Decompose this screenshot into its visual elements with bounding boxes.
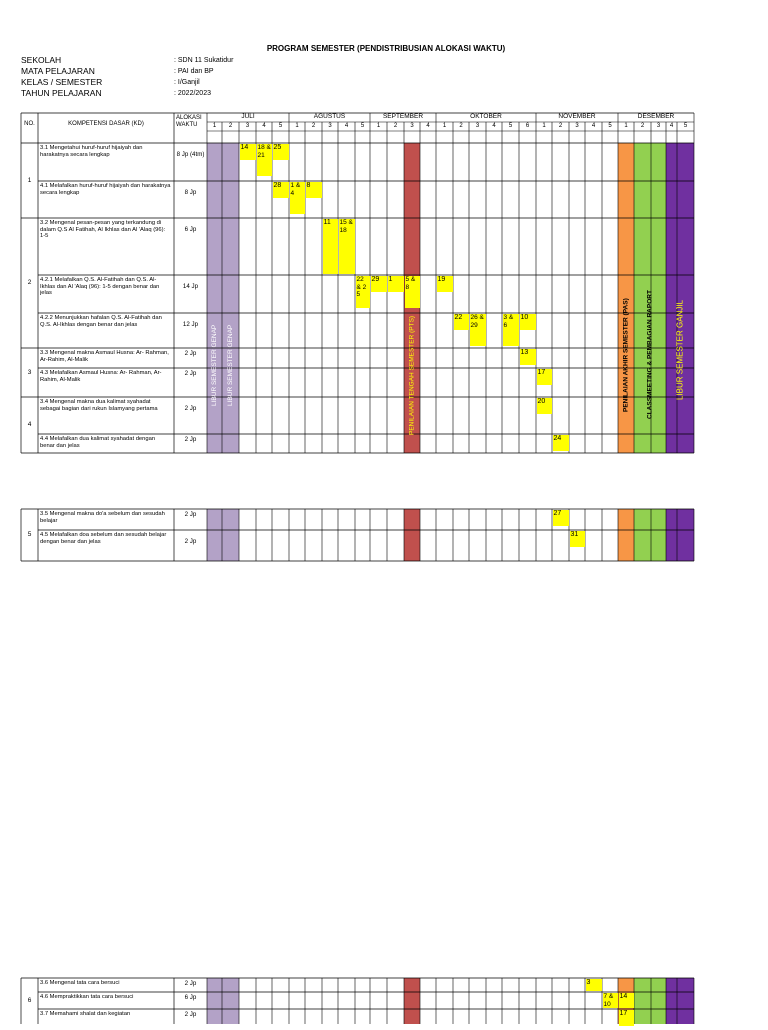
date-mark: 13 (520, 349, 536, 365)
week-number: 5 (683, 123, 688, 129)
alokasi-value: 6 Jp (184, 994, 197, 1001)
date-mark: 17 (619, 1010, 634, 1026)
week-number: 3 (575, 123, 579, 129)
week-number: 6 (525, 123, 530, 129)
week-number: 5 (608, 123, 612, 129)
date-mark: 11 (323, 219, 338, 274)
date-mark: 1 (388, 276, 404, 292)
info-label: TAHUN PELAJARAN (21, 88, 102, 98)
header-kd: KOMPETENSI DASAR (KD) (68, 121, 144, 127)
month-header: DESEMBER (637, 113, 675, 120)
page-title: PROGRAM SEMESTER (PENDISTRIBUSIAN ALOKASI WAKTU) (266, 44, 506, 53)
alokasi-value: 2 Jp (184, 511, 197, 518)
libur_genap-label: LIBUR SEMESTER GENAP (211, 324, 218, 406)
row-number: 6 (27, 997, 32, 1004)
date-mark: 31 (570, 531, 585, 547)
info-value: : I/Ganjil (174, 79, 200, 86)
date-mark: 8 (306, 182, 322, 198)
pts-label: PENILAIAN TENGAH SEMESTER (PTS) (408, 315, 416, 435)
alokasi-value: 6 Jp (184, 226, 197, 233)
date-mark: 20 (537, 398, 552, 414)
libur_ganjil-band (666, 509, 694, 561)
libur_ganjil-band (666, 978, 694, 1024)
alokasi-value: 12 Jp (182, 321, 199, 328)
pas-label: PENILAIAN AKHIR SEMESTER (PAS) (622, 298, 630, 412)
info-value: : PAI dan BP (174, 68, 214, 75)
date-mark: 17 (537, 369, 552, 385)
alokasi-value: 2 Jp (184, 980, 197, 987)
kd-text: 4.6 Mempraktikkan tata cara bersuci (40, 994, 134, 1000)
week-number: 2 (393, 123, 398, 129)
date-mark: 15 & 18 (339, 219, 355, 274)
alokasi-value: 2 Jp (184, 1011, 197, 1018)
week-number: 2 (311, 123, 316, 129)
week-number: 1 (295, 123, 299, 129)
week-number: 4 (426, 123, 430, 129)
date-mark: 7 & 10 (603, 993, 618, 1008)
alokasi-value: 2 Jp (184, 538, 197, 545)
week-number: 1 (376, 123, 381, 129)
date-mark: 24 (553, 435, 569, 451)
week-number: 2 (640, 123, 645, 129)
kd-text: 3.4 Mengenal makna dua kalimat syahadat sebagai bagian dari rukun Islamyang pertama (40, 399, 158, 412)
classmeeting-label: CLASSMEETING & PEMBAGIAN RAPORT (646, 290, 654, 420)
week-number: 5 (508, 123, 513, 129)
row-number: 2 (27, 279, 32, 286)
week-number: 1 (542, 123, 546, 129)
date-mark: 22 (454, 314, 469, 330)
libur_genap-band (222, 509, 239, 561)
week-number: 2 (558, 123, 563, 129)
week-number: 3 (475, 123, 480, 129)
date-mark: 1 & 4 (290, 182, 305, 214)
date-mark: 28 (273, 182, 289, 198)
libur_genap-band (207, 509, 222, 561)
row-number: 4 (27, 421, 32, 428)
date-mark: 3 & 6 (503, 314, 519, 346)
info-label: MATA PELAJARAN (21, 66, 95, 76)
classmeeting-band (634, 509, 666, 561)
date-mark: 5 & 8 (405, 276, 420, 308)
alokasi-value: 2 Jp (184, 370, 197, 377)
week-number: 3 (245, 123, 250, 129)
week-number: 1 (624, 123, 628, 129)
date-mark: 27 (553, 510, 569, 526)
libur_genap-band (222, 978, 239, 1024)
kd-text: 4.2.2 Menunjukkan hafalan Q.S. Al-Fatihah dan Q.S. Al-Ikhlas dengan benar dan jelas (40, 315, 162, 328)
week-number: 5 (278, 123, 283, 129)
week-number: 4 (344, 123, 349, 129)
alokasi-value: 2 Jp (184, 350, 197, 357)
kd-text: 4.4 Melafalkan dua kalimat syahadat dengan benar dan jelas (40, 436, 156, 449)
date-mark: 14 (240, 144, 256, 160)
kd-text: 3.6 Mengenal tata cara bersuci (40, 980, 120, 986)
pts-band (404, 978, 420, 1024)
kd-text: 4.1 Melafalkan huruf-huruf hijaiyah dan harakatnya secara lengkap (40, 183, 171, 196)
date-mark: 25 (273, 144, 289, 160)
date-mark: 19 (437, 276, 453, 292)
classmeeting-band (634, 978, 666, 1024)
week-number: 4 (262, 123, 266, 129)
week-number: 3 (410, 123, 414, 129)
month-header: AGUSTUS (313, 113, 346, 120)
libur_genap-label: LIBUR SEMESTER GENAP (227, 324, 234, 406)
info-label: KELAS / SEMESTER (21, 77, 103, 87)
week-number: 5 (360, 123, 365, 129)
week-number: 4 (591, 123, 596, 129)
alokasi-value: 2 Jp (184, 405, 197, 412)
week-number: 2 (459, 123, 463, 129)
pts-band (404, 509, 420, 561)
kd-text: 4.2.1 Melafalkan Q.S. Al-Fatihah dan Q.S. Al- Ikhlas dan Al 'Alaq (96): 1-5 dengan benar dan jelas (40, 277, 160, 297)
date-mark: 22 & 25 (356, 276, 370, 308)
libur_genap-band (207, 978, 222, 1024)
kd-text: 3.2 Mengenal pesan-pesan yang terkandung di dalam Q.S Al Fatihah, Al Ikhlas dan Al 'Alaq (96): 1-5 (40, 220, 166, 240)
libur_ganjil-label: LIBUR SEMESTER GANJIL (675, 299, 685, 401)
week-number: 1 (212, 123, 217, 129)
date-mark: 14 (619, 993, 634, 1008)
month-header: SEPTEMBER (382, 113, 424, 120)
kd-text: 4.3 Melafalkan Asmaul Husna: Ar- Rahman, Ar-Rahim, Al-Malik (40, 370, 162, 383)
pas-band (618, 509, 634, 561)
date-mark: 10 (520, 314, 536, 330)
header-no: NO. (24, 121, 35, 127)
kd-text: 4.5 Melafalkan doa sebelum dan sesudah belajar dengan benar dan jelas (40, 532, 167, 545)
kd-text: 3.7 Memahami shalat dan kegiatan (40, 1011, 131, 1017)
row-number: 1 (27, 176, 32, 184)
month-header: JULI (241, 113, 255, 120)
week-number: 2 (228, 123, 233, 129)
week-number: 4 (492, 123, 496, 129)
alokasi-value: 8 Jp (4tm) (176, 151, 205, 158)
alokasi-value: 14 Jp (182, 283, 199, 290)
date-mark: 29 (371, 276, 387, 292)
month-header: NOVEMBER (558, 113, 596, 120)
row-number: 5 (27, 531, 32, 538)
date-mark: 3 (586, 979, 602, 991)
week-number: 3 (656, 123, 661, 129)
kd-text: 3.1 Mengetahui huruf-huruf hijaiyah dan harakatnya secara lengkap (40, 145, 143, 158)
alokasi-value: 2 Jp (184, 436, 197, 443)
info-value: : SDN 11 Sukatidur (174, 57, 234, 64)
date-mark: 18 & 21 (257, 144, 272, 176)
header-alokasi: ALOKASI WAKTU (176, 115, 202, 128)
alokasi-value: 8 Jp (184, 189, 197, 196)
row-number: 3 (27, 368, 32, 376)
info-label: SEKOLAH (21, 55, 62, 65)
kd-text: 3.3 Mengenal makna Asmaul Husna: Ar- Rahman, Ar-Rahim, Al-Malik (40, 350, 169, 363)
month-header: OKTOBER (470, 113, 502, 120)
week-number: 3 (328, 123, 332, 129)
week-number: 1 (442, 123, 447, 129)
week-number: 4 (669, 123, 674, 129)
kd-text: 3.5 Mengenal makna do'a sebelum dan sesudah belajar (40, 511, 165, 524)
info-value: : 2022/2023 (174, 90, 211, 97)
date-mark: 26 & 29 (470, 314, 486, 346)
